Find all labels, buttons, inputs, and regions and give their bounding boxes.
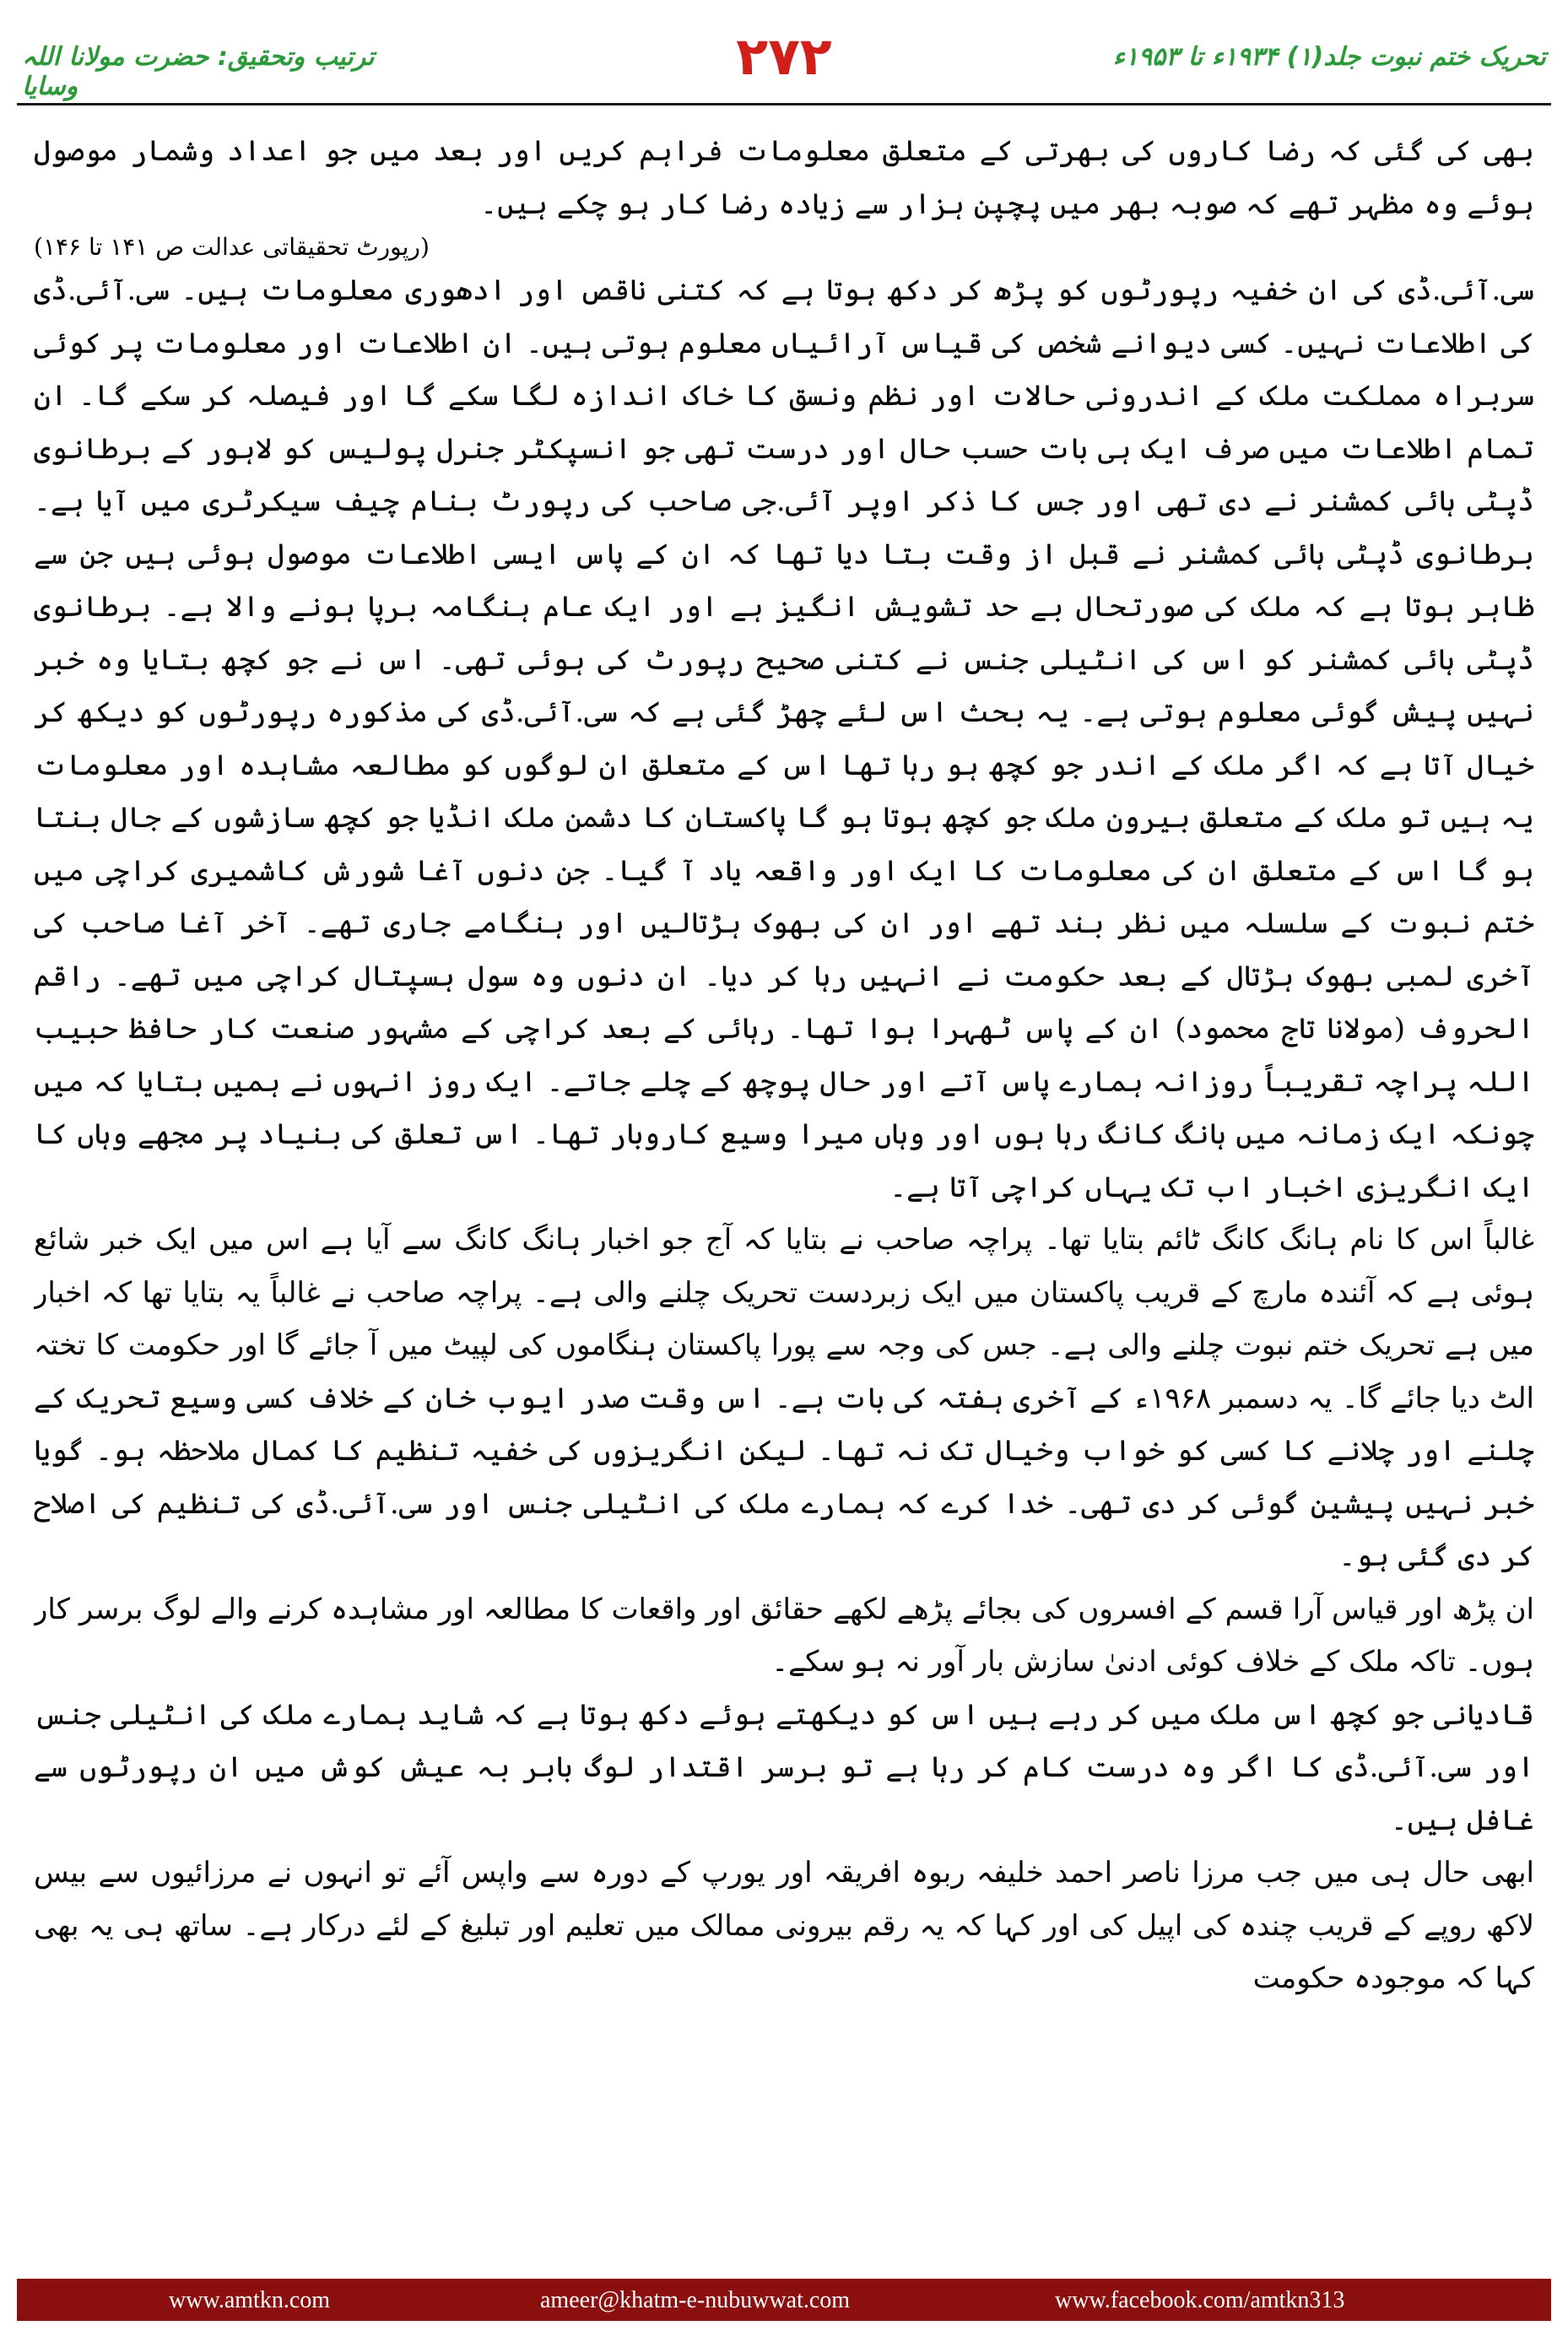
paragraph-3: غالباً اس کا نام ہانگ کانگ ٹائم بتایا تھا۔ پراچہ صاحب نے بتایا کہ آج جو اخبار ہانگ کانگ سے آیا ہے اس میں ایک خبر شائع ہوئی ہے کہ آئندہ مارچ کے قریب پاکستان میں ایک زبردست تحریک چلنے والی ہے۔ پراچہ صاحب نے غالباً یہ بتایا تھا کہ اخبار میں ہے تحریک ختم نبوت چلنے والی ہے۔ جس کی وجہ سے پورا پاکستان ہنگاموں کی لپیٹ میں آ جائے گا اور حکومت کا تختہ الٹ دیا جائے گا۔ یہ دسمبر ۱۹۶۸ء کے آخری ہفتہ کی بات ہے۔ اس وقت صدر ایوب خان کے خلاف کسی وسیع تحریک کے چلنے اور چلانے کا کسی کو خواب وخیال تک نہ تھا۔ لیکن انگریزوں کی خفیہ تنظیم کا کمال ملاحظہ ہو۔ گویا خبر نہیں پیشین گوئی کر دی تھی۔ خدا کرے کہ ہمارے ملک کی انٹیلی جنس اور سی.آئی.ڈی کی تنظیم کی اصلاح کر دی گئی ہو۔ [34, 1223, 1534, 1573]
header-divider [17, 103, 1551, 105]
page-footer [0, 2279, 1568, 2342]
paragraph-6: ابھی حال ہی میں جب مرزا ناصر احمد خلیفہ ربوہ افریقہ اور یورپ کے دورہ سے واپس آئے تو انہوں نے مرزائیوں سے بیس لاکھ روپے کے قریب چندہ کی اپیل کی اور کہا کہ یہ رقم بیرونی ممالک میں تعلیم اور تبلیغ کے لئے درکار ہے۔ ساتھ ہی یہ بھی کہا کہ موجودہ حکومت [34, 1856, 1534, 1995]
citation: (رپورٹ تحقیقاتی عدالت ص ۱۴۱ تا ۱۴۶) [34, 233, 430, 261]
paragraph-4: ان پڑھ اور قیاس آرا قسم کے افسروں کی بجائے پڑھے لکھے حقائق اور واقعات کا مطالعہ اور مشاہدہ کرنے والے لوگ برسر کار ہوں۔ تاکہ ملک کے خلاف کوئی ادنیٰ سازش بار آور نہ ہو سکے۔ [34, 1592, 1534, 1679]
page-body [34, 125, 1534, 2260]
paragraph-5: قادیانی جو کچھ اس ملک میں کر رہے ہیں اس کو دیکھتے ہوئے دکھ ہوتا ہے کہ شاید ہمارے ملک کی انٹیلی جنس اور سی.آئی.ڈی کا اگر وہ درست کام کر رہا ہے تو برسر اقتدار لوگ بابر بہ عیش کوش میں ان رپورٹوں سے غافل ہیں۔ [34, 1697, 1534, 1837]
paragraph-2: سی.آئی.ڈی کی ان خفیہ رپورٹوں کو پڑھ کر دکھ ہوتا ہے کہ کتنی ناقص اور ادھوری معلومات ہیں۔ سی.آئی.ڈی کی اطلاعات نہیں۔ کسی دیوانے شخص کی قیاس آرائیاں معلوم ہوتی ہیں۔ ان اطلاعات اور معلومات پر کوئی سربراہ مملکت ملک کے اندرونی حالات اور نظم ونسق کا خاک اندازہ لگا سکے گا اور فیصلہ کر سکے گا۔ ان تمام اطلاعات میں صرف ایک ہی بات حسب حال اور درست تھی جو انسپکٹر جنرل پولیس کو لاہور کے برطانوی ڈپٹی ہائی کمشنر نے دی تھی اور جس کا ذکر اوپر آئی.جی صاحب کی رپورٹ بنام چیف سیکرٹری میں آیا ہے۔ برطانوی ڈپٹی ہائی کمشنر نے قبل از وقت بتا دیا تھا کہ ان کے پاس ایسی اطلاعات موصول ہوئی ہیں جن سے ظاہر ہوتا ہے کہ ملک کی صورتحال بے حد تشویش انگیز ہے اور ایک عام ہنگامہ برپا ہونے والا ہے۔ برطانوی ڈپٹی ہائی کمشنر کو اس کی انٹیلی جنس نے کتنی صحیح رپورٹ کی ہوئی تھی۔ اس نے جو کچھ بتایا وہ خبر نہیں پیش گوئی معلوم ہوتی ہے۔ یہ بحث اس لئے چھڑ گئی ہے کہ سی.آئی.ڈی کی مذکورہ رپورٹوں کو دیکھ کر خیال آتا ہے کہ اگر ملک کے اندر جو کچھ ہو رہا تھا اس کے متعلق ان لوگوں کو مطالعہ مشاہدہ اور معلومات یہ ہیں تو ملک کے متعلق بیرون ملک جو کچھ ہوتا ہو گا پاکستان کا دشمن ملک انڈیا جو کچھ سازشوں کے جال بنتا ہو گا اس کے متعلق ان کی معلومات کا ایک اور واقعہ یاد آ گیا۔ جن دنوں آغا شورش کاشمیری کراچی میں ختم نبوت کے سلسلہ میں نظر بند تھے اور ان کی بھوک ہڑتالیں اور ہنگامے جاری تھے۔ آخر آغا صاحب کی آخری لمبی بھوک ہڑتال کے بعد حکومت نے انہیں رہا کر دیا۔ ان دنوں وہ سول ہسپتال کراچی میں تھے۔ راقم الحروف (مولانا تاج محمود) ان کے پاس ٹھہرا ہوا تھا۔ رہائی کے بعد کراچی کے مشہور صنعت کار حافظ حبیب اللہ پراچہ تقریباً روزانہ ہمارے پاس آتے اور حال پوچھ کے چلے جاتے۔ ایک روز انہوں نے ہمیں بتایا کہ میں چونکہ ایک زمانہ میں ہانگ کانگ رہا ہوں اور وہاں میرا وسیع کاروبار تھا۔ اس تعلق کی بنیاد پر مجھے وہاں کا ایک انگریزی اخبار اب تک یہاں کراچی آتا ہے۔ [34, 273, 1534, 1204]
page-header [0, 0, 1568, 118]
footer-email-link[interactable]: ameer@khatm-e-nubuwwat.com [540, 2287, 851, 2313]
footer-website-link[interactable]: www.amtkn.com [169, 2287, 331, 2313]
header-compiler-credit: ترتیب وتحقیق: حضرت مولانا اللہ وسایا [22, 42, 375, 101]
header-book-title: تحریک ختم نبوت جلد(۱) ۱۹۳۴ء تا ۱۹۵۳ء [1112, 42, 1546, 72]
paragraph-1: بھی کی گئی کہ رضا کاروں کی بھرتی کے متعلق معلومات فراہم کریں اور بعد میں جو اعداد وشمار موصول ہوئے وہ مظہر تھے کہ صوبہ بھر میں پچپن ہزار سے زیادہ رضا کار ہو چکے ہیں۔ [34, 134, 1534, 221]
page-number: ۲۷۲ [736, 25, 832, 87]
footer-facebook-link[interactable]: www.facebook.com/amtkn313 [1055, 2287, 1345, 2313]
